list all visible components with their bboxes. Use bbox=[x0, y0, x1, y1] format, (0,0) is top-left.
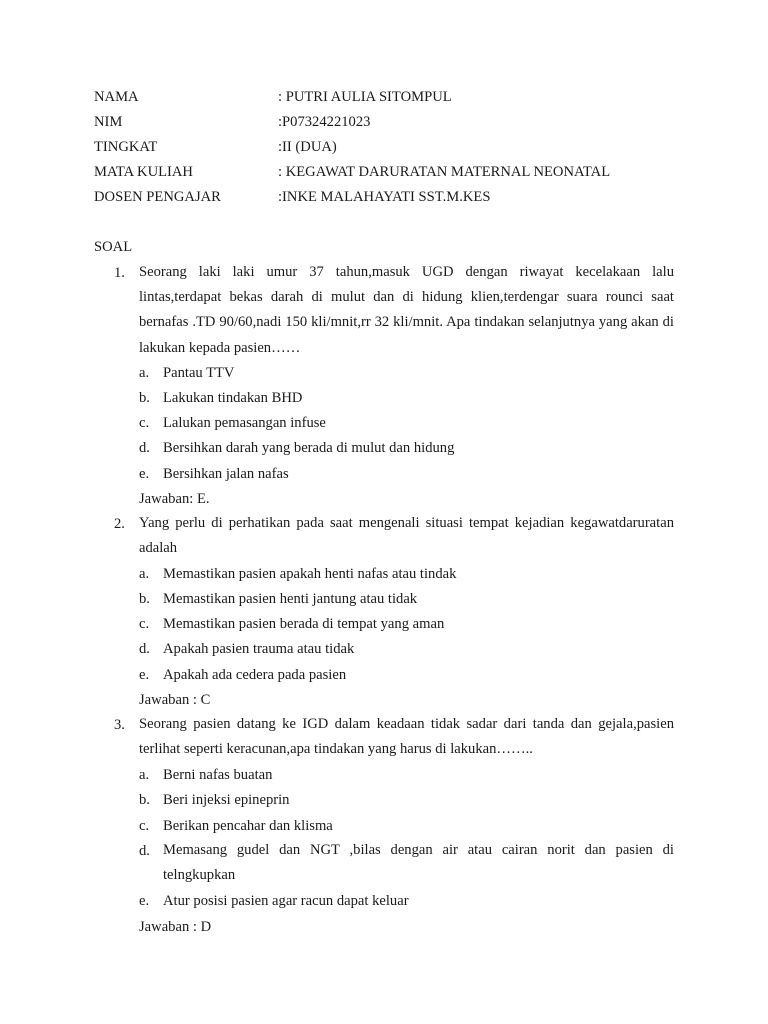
option-text: Memastikan pasien henti jantung atau tidak bbox=[163, 591, 418, 607]
option-text: Apakah pasien trauma atau tidak bbox=[163, 641, 355, 657]
header-label: MATA KULIAH bbox=[94, 164, 193, 180]
option-letter: a. bbox=[139, 365, 150, 381]
option-letter: b. bbox=[139, 591, 150, 607]
option-letter: e. bbox=[139, 893, 150, 909]
question-text: Yang perlu di perhatikan pada saat mengenali situasi tempat kejadian kegawatdaruratan adalah bbox=[139, 515, 674, 557]
header-value: :P07324221023 bbox=[278, 114, 371, 130]
option-letter: d. bbox=[139, 843, 150, 859]
question-number: 1. bbox=[114, 265, 125, 281]
option-text: Memastikan pasien berada di tempat yang aman bbox=[163, 616, 445, 632]
header-value: :II (DUA) bbox=[278, 139, 337, 155]
option-letter: a. bbox=[139, 566, 150, 582]
option-letter: e. bbox=[139, 466, 150, 482]
option-text: Atur posisi pasien agar racun dapat keluar bbox=[163, 893, 409, 909]
option-text: Apakah ada cedera pada pasien bbox=[163, 667, 347, 683]
option-letter: d. bbox=[139, 641, 150, 657]
header-value: :INKE MALAHAYATI SST.M.KES bbox=[278, 189, 491, 205]
header-label: TINGKAT bbox=[94, 139, 158, 155]
header-label: NIM bbox=[94, 114, 123, 130]
question-text: Seorang pasien datang ke IGD dalam keadaan tidak sadar dari tanda dan gejala,pasien terlihat seperti keracunan,apa tindakan yang harus di lakukan…….. bbox=[139, 716, 674, 758]
option-letter: a. bbox=[139, 767, 150, 783]
option-letter: b. bbox=[139, 390, 150, 406]
option-text: Lalukan pemasangan infuse bbox=[163, 415, 326, 431]
question-text: Seorang laki laki umur 37 tahun,masuk UGD dengan riwayat kecelakaan lalu lintas,terdapat bekas darah di mulut dan di hidung klien,terdengar suara rounci saat bernafas .TD 90/60,nadi 150 kli/mnit,rr 32 kli/mnit. Apa tindakan selanjutnya yang akan di lakukan kepada pasien…… bbox=[139, 264, 674, 356]
option-letter: c. bbox=[139, 616, 150, 632]
option-text: Bersihkan darah yang berada di mulut dan hidung bbox=[163, 440, 455, 456]
option-text: Lakukan tindakan BHD bbox=[163, 390, 303, 406]
answer-key: Jawaban: E. bbox=[139, 491, 210, 507]
option-text: Memasang gudel dan NGT ,bilas dengan air atau cairan norit dan pasien di telngkupkan bbox=[163, 842, 674, 884]
option-text: Berni nafas buatan bbox=[163, 767, 273, 783]
option-letter: d. bbox=[139, 440, 150, 456]
header-label: NAMA bbox=[94, 89, 139, 105]
option-text: Memastikan pasien apakah henti nafas atau tindak bbox=[163, 566, 457, 582]
header-label: DOSEN PENGAJAR bbox=[94, 189, 221, 205]
option-text: Beri injeksi epineprin bbox=[163, 792, 290, 808]
header-value: : PUTRI AULIA SITOMPUL bbox=[278, 89, 452, 105]
section-title: SOAL bbox=[94, 239, 133, 255]
answer-key: Jawaban : C bbox=[139, 692, 211, 708]
option-text: Pantau TTV bbox=[163, 365, 235, 381]
question-number: 2. bbox=[114, 516, 125, 532]
option-letter: b. bbox=[139, 792, 150, 808]
answer-key: Jawaban : D bbox=[139, 919, 212, 935]
option-letter: c. bbox=[139, 415, 150, 431]
header-value: : KEGAWAT DARURATAN MATERNAL NEONATAL bbox=[278, 164, 611, 180]
question-number: 3. bbox=[114, 717, 125, 733]
option-text: Bersihkan jalan nafas bbox=[163, 466, 289, 482]
option-text: Berikan pencahar dan klisma bbox=[163, 818, 333, 834]
option-letter: c. bbox=[139, 818, 150, 834]
option-letter: e. bbox=[139, 667, 150, 683]
